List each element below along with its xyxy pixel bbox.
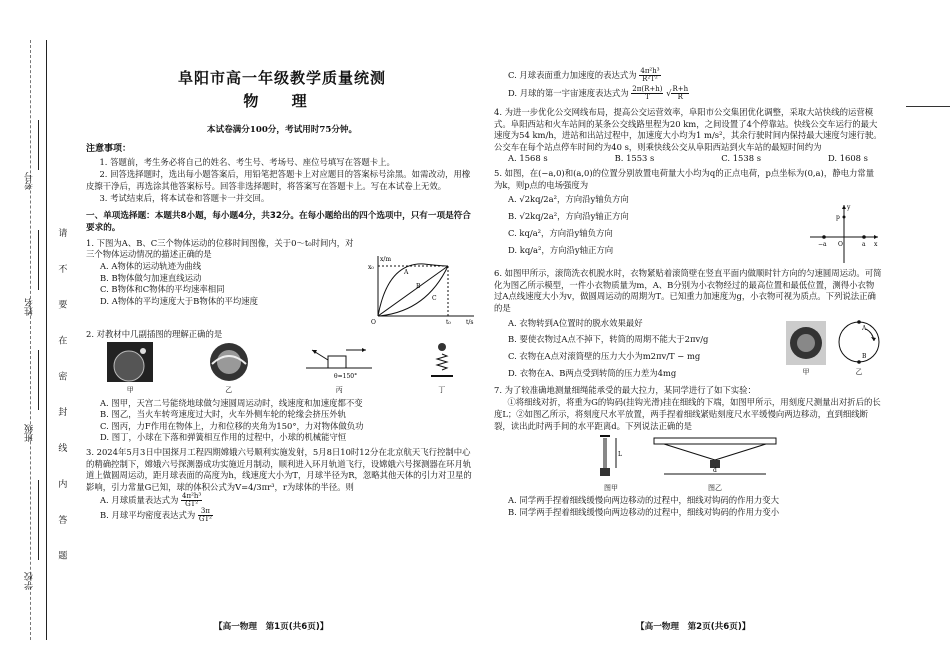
q2-figure-yi bbox=[206, 342, 252, 395]
q3-option-d bbox=[494, 86, 882, 101]
q7-figure-yi bbox=[650, 434, 780, 493]
footer-page-2: 【高一物理 第2页(共6页)】 bbox=[636, 622, 751, 632]
q6-figure-yi bbox=[836, 319, 882, 378]
q6-option: C. 衣物在A点对滚筒壁的压力大小为m2πv/T − mg bbox=[508, 351, 701, 362]
q3-option-b bbox=[86, 508, 478, 523]
q3-option-a bbox=[86, 493, 478, 508]
q2-stem: 2. 对教材中几副插图的理解正确的是 bbox=[86, 328, 223, 339]
q2-option: D. 图丁，小球在下落和弹簧相互作用的过程中，小球的机械能守恒 bbox=[100, 432, 347, 443]
q4-option: A. 1568 s bbox=[508, 153, 548, 164]
hanging-weight-diagram bbox=[596, 434, 626, 480]
point-b: B bbox=[862, 352, 867, 360]
denominator: T bbox=[645, 93, 650, 101]
question-6 bbox=[494, 268, 882, 382]
q1-stem: 1. 下图为A、B、C三个物体运动的位移时间图像，关于0～t₀时间内，对三个物体运动情况的描述正确的是 bbox=[86, 237, 354, 260]
question-1 bbox=[86, 238, 478, 326]
numerator: 2π(R+h) bbox=[632, 85, 663, 93]
notice-item: 1. 答题前，考生务必将自己的姓名、考生号、考场号、座位号填写在答题卡上。 bbox=[99, 156, 395, 167]
seal-text: 请 不 要 在 密 封 线 内 答 题 bbox=[56, 228, 67, 572]
q3-option-c-text: C. 月球表面重力加速度的表达式为 bbox=[508, 70, 637, 80]
caption: 甲 bbox=[126, 385, 134, 394]
q4-option: D. 1608 s bbox=[827, 153, 868, 164]
denominator: R bbox=[677, 93, 683, 101]
q7-option: B. 同学两手捏着细线缓慢向两边移动的过程中，细线对钩码的作用力变小 bbox=[508, 507, 780, 517]
exam-title: 阜阳市高一年级教学质量统测 bbox=[177, 69, 386, 87]
blank-line bbox=[38, 480, 39, 560]
train-curve-picture bbox=[206, 342, 252, 382]
q1-option: C. B物体和C物体的平均速率相同 bbox=[100, 284, 225, 295]
circle-motion-diagram bbox=[836, 319, 882, 365]
q5-stem: 5. 如图，在(−a,0)和(a,0)的位置分别放置电荷量大小均为q的正点电荷，p点坐标为(0,a)，静电力常量为k，则p点的电场强度为 bbox=[494, 167, 875, 190]
q3-stem: 3. 2024年5月3日中国探月工程四期嫦娥六号顺利实施发射，5月8日10时12分在北京航天飞行控制中心的精确控制下，嫦娥六号探测器成功实施近月制动，顺利进入环月轨道飞行，设嫦娥六号探测器在环月轨道上做圆周运动，距月球表面的高度为h，线速度大小为T，月球半径为R，忽略其他天体的引力对卫星的影响，引力常量G已知，球的体积公式为V=4/3πr³，r为球体的半径。则 bbox=[86, 446, 472, 492]
margin-mark bbox=[906, 106, 950, 107]
q5-option: B. √2kq/2a²，方向沿y轴正方向 bbox=[508, 210, 629, 221]
q1-option: D. A物体的平均速度大于B物体的平均速度 bbox=[100, 295, 258, 306]
q1-curve-label-c: C bbox=[432, 294, 437, 302]
denominator: GT² bbox=[198, 515, 212, 524]
q2-option: A. 图甲，天宫二号能绕地球做匀速圆周运动时，线速度和加速度都不变 bbox=[100, 397, 363, 408]
q1-origin: O bbox=[371, 318, 376, 326]
q3-option-d-text: D. 月球的第一宇宙速度表达式为 bbox=[508, 88, 629, 98]
caption: 甲 bbox=[802, 368, 810, 377]
numerator: R+h bbox=[672, 85, 689, 93]
question-4 bbox=[494, 107, 882, 165]
question-7 bbox=[494, 385, 882, 519]
force-angle-diagram bbox=[304, 342, 374, 382]
q4-option: C. 1538 s bbox=[721, 153, 762, 164]
page-1 bbox=[86, 68, 478, 523]
question-3 bbox=[86, 447, 478, 523]
q7-figure-jia bbox=[596, 434, 626, 493]
denominator: R²T² bbox=[642, 75, 658, 83]
q4-option: B. 1553 s bbox=[614, 153, 655, 164]
q5-option: D. kq/a²，方向沿y轴正方向 bbox=[508, 244, 614, 255]
caption: 图甲 bbox=[604, 483, 618, 492]
q1-position-time-graph bbox=[366, 252, 478, 326]
q1-option: A. A物体的运动轨迹为曲线 bbox=[100, 260, 202, 271]
caption: 丙 bbox=[335, 385, 343, 394]
notice-heading: 注意事项： bbox=[86, 144, 132, 155]
q1-axis-x: t/s bbox=[466, 318, 474, 326]
numerator: 3π bbox=[198, 508, 213, 516]
notice-item: 2. 回答选择题时，选出每小题答案后，用铅笔把答题卡上对应题目的答案标号涂黑。如需改动，用橡皮擦干净后，再选涂其他答案标号。回答非选择题时，将答案写在答题卡上。写在本试卷上无效。 bbox=[86, 169, 471, 191]
spring-ball-diagram bbox=[427, 342, 457, 382]
fraction bbox=[181, 493, 202, 508]
binding-label-school: 学校 bbox=[25, 572, 35, 590]
q1-option: B. B物体做匀加速直线运动 bbox=[100, 272, 202, 283]
blank-line bbox=[38, 230, 39, 290]
fraction bbox=[198, 508, 213, 523]
q7-option: A. 同学两手捏着细线缓慢向两边移动的过程中，细线对钩码的作用力变大 bbox=[508, 495, 779, 506]
seal-line bbox=[46, 40, 47, 640]
question-2 bbox=[86, 329, 478, 444]
q6-figure-jia bbox=[786, 321, 826, 378]
notice-item: 3. 考试结束后，将本试卷和答题卡一并交回。 bbox=[99, 193, 270, 204]
q6-option: A. 衣物转到A位置时的脱水效果最好 bbox=[508, 317, 643, 328]
label-L: L bbox=[618, 451, 622, 459]
binding-label-kaohao: 考号 bbox=[25, 172, 35, 190]
exam-subject: 物 理 bbox=[243, 91, 321, 110]
section-heading: 一、单项选择题：本题共8小题，每小题4分，共32分。在每小题给出的四个选项中，只有一项是符合要求的。 bbox=[86, 211, 471, 233]
page-2 bbox=[494, 68, 882, 519]
ruler-string-diagram bbox=[650, 434, 780, 480]
caption: 丁 bbox=[438, 385, 446, 394]
numerator: 4π²h³ bbox=[182, 492, 202, 501]
label-origin: O bbox=[838, 241, 843, 249]
earth-orbit-picture bbox=[107, 342, 153, 382]
q4-options bbox=[494, 153, 882, 165]
caption: 图乙 bbox=[708, 483, 722, 492]
blank-line bbox=[38, 350, 39, 410]
point-a: A bbox=[862, 324, 867, 332]
q2-figure-jia bbox=[107, 342, 153, 395]
exam-note: 本试卷满分100分，考试用时75分钟。 bbox=[206, 125, 358, 136]
cut-line bbox=[30, 40, 31, 640]
q6-stem: 6. 如图甲所示，滚筒洗衣机脱水时，衣物紧贴着滚筒壁在竖直平面内做顺时针方向的匀速圆周运动。可简化为图乙所示模型，一件小衣物质量为m，A、B分别为小衣物经过的最高位置和最低位置，测得小衣物过A点线速度大小为v，做圆周运动的周期为T。已知重力加速度为g，小衣物可视为质点。下列说法正确的是 bbox=[494, 268, 882, 313]
q5-body bbox=[494, 191, 882, 265]
q5-option: C. kq/a²，方向沿y轴负方向 bbox=[508, 227, 613, 238]
q6-body bbox=[494, 315, 882, 382]
label-neg-a: −a bbox=[818, 241, 827, 249]
q2-figures bbox=[86, 342, 478, 395]
binding-label-class: 班级 bbox=[25, 424, 35, 442]
caption: 乙 bbox=[855, 368, 863, 377]
q1-curve-label-a: A bbox=[404, 268, 409, 276]
binding-label-name: 姓名 bbox=[25, 298, 35, 316]
denominator: GT² bbox=[185, 500, 199, 509]
fraction bbox=[631, 86, 663, 101]
q1-x0: x₀ bbox=[368, 263, 374, 271]
fraction bbox=[639, 68, 660, 83]
label-y: y bbox=[847, 204, 851, 212]
fraction bbox=[671, 86, 689, 101]
question-5 bbox=[494, 168, 882, 265]
q2-figure-bing bbox=[304, 342, 374, 395]
q2-figure-ding bbox=[427, 342, 457, 395]
q3-option-a-text: A. 月球质量表达式为 bbox=[100, 495, 179, 506]
q2-option: C. 图丙，力F作用在物体上，力和位移的夹角为150°，力对物体做负功 bbox=[100, 420, 364, 431]
q3-option-b-text: B. 月球平均密度表达式为 bbox=[100, 510, 196, 521]
q6-option: D. 衣物在A、B两点受到转筒的压力差为4mg bbox=[508, 367, 677, 378]
q5-option: A. √2kq/2a²，方向沿y轴负方向 bbox=[508, 194, 629, 205]
caption: 乙 bbox=[225, 385, 233, 394]
label-x: x bbox=[874, 241, 878, 249]
sqrt-sign: √ bbox=[666, 88, 672, 98]
q4-stem: 4. 为进一步优化公交网线布局，提高公交运营效率，阜阳市公交集团优化调整，采取大站快线的运营模式。阜阳西站和火车站间的某条公交线路里程为20 km，之间设置了4个停靠站。快线公交车运行的最大速度为54 km/h，进站和出站过程中，加速度大小均为1 m/s²，其余行驶时间内保持最大速度匀速行驶。公交车在每个站点停车时间约为40 s，则乘快线公交从阜阳西站到火车站的最短时间约为 bbox=[494, 107, 882, 152]
q3-option-c bbox=[494, 68, 882, 83]
label-a: a bbox=[862, 241, 866, 249]
q1-curve-label-b: B bbox=[416, 282, 421, 290]
label-d: d bbox=[713, 467, 717, 475]
numerator: 4π²h³ bbox=[640, 67, 660, 75]
blank-line bbox=[38, 120, 39, 170]
q7-figures bbox=[494, 434, 882, 493]
footer-page-1: 【高一物理 第1页(共6页)】 bbox=[214, 622, 329, 632]
q1-axis-y: x/m bbox=[380, 255, 392, 263]
washing-drum-picture bbox=[786, 321, 826, 365]
q7-stem: 7. 为了较准确地测量细绳能承受的最大拉力，某同学进行了如下实验： bbox=[494, 384, 756, 395]
q2-option: B. 图乙，当火车转弯速度过大时，火车外侧车轮的轮缘会挤压外轨 bbox=[100, 409, 346, 420]
q5-charge-diagram bbox=[806, 201, 882, 265]
q2-angle-label: θ=150° bbox=[334, 373, 358, 381]
q6-option: B. 要使衣物过A点不掉下，转筒的周期不能大于2πv/g bbox=[508, 334, 709, 345]
q7-body: ①将细线对折，将重为G的钩码(挂钩光滑)挂在细线的下端，如图甲所示，用刻度尺测量出对折后的长度L；②如图乙所示，将刻度尺水平放置，两手捏着细线紧贴刻度尺水平缓慢向两边移动，直到细线断裂，读出此时两手间的水平距离d。下列说法正确的是 bbox=[494, 397, 881, 431]
label-p: p bbox=[836, 214, 840, 222]
q1-t0: t₀ bbox=[446, 318, 451, 326]
